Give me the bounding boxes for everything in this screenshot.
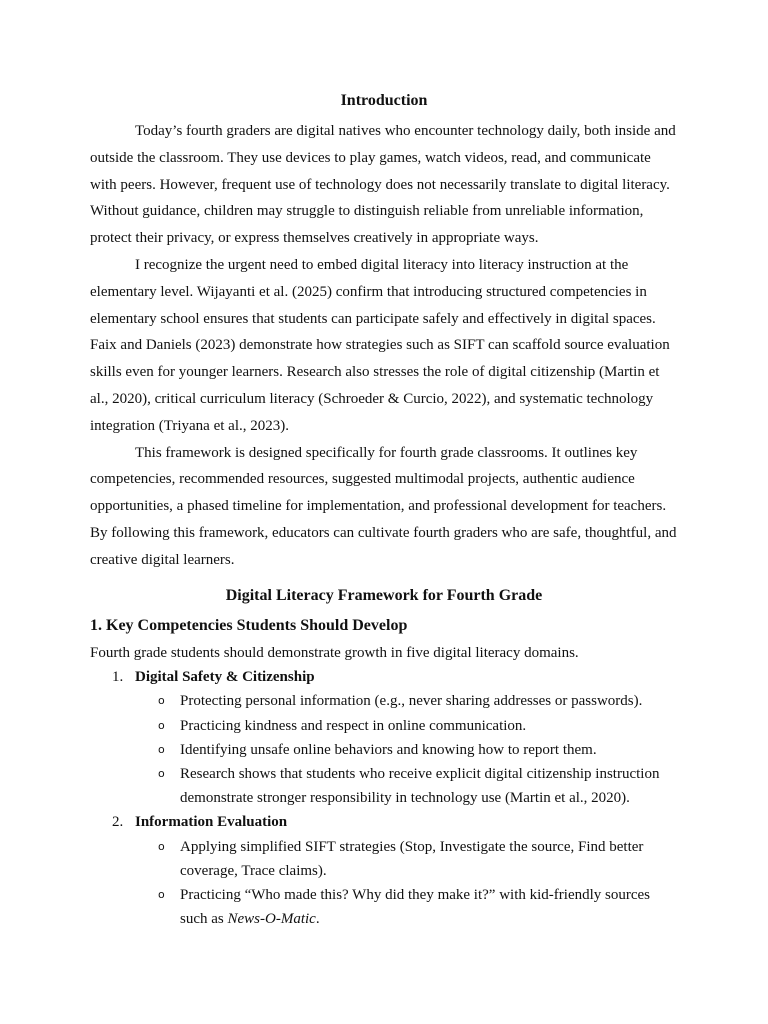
bullet-text-prefix: Practicing “Who made this? Why did they make it?” with kid-friendly sources such as (180, 887, 651, 928)
domain-number: 1. (112, 669, 124, 686)
domain-item (90, 665, 680, 810)
bullet-item (135, 738, 680, 762)
bullet-text: Protecting personal information (e.g., never sharing addresses or passwords). (180, 693, 643, 710)
bullet-text: Identifying unsafe online behaviors and knowing how to report them. (180, 741, 597, 758)
domain-number: 2. (112, 814, 124, 831)
bullet-list (135, 689, 680, 810)
introduction-heading: Introduction (340, 92, 428, 109)
bullet-text: Research shows that students who receive explicit digital citizenship instruction demonstrate stronger responsibility in technology use (Martin et al., 2020). (180, 766, 660, 807)
bullet-item (135, 835, 680, 883)
bullet-icon: o (158, 742, 165, 756)
bullet-icon: o (158, 694, 165, 708)
framework-heading: Digital Literacy Framework for Fourth Grade (225, 587, 543, 604)
bullet-text: Applying simplified SIFT strategies (Stop, Investigate the source, Find better coverage, Trace claims). (180, 838, 644, 879)
bullet-text-suffix: . (315, 911, 320, 928)
bullet-item (135, 714, 680, 738)
bullet-text (180, 887, 650, 927)
bullet-icon: o (158, 888, 165, 902)
bullet-item (135, 689, 680, 713)
paragraph: This framework is designed specifically for fourth grade classrooms. It outlines key competencies, recommended resources, suggested multimodal projects, authentic audience opportunities, a phased timeline for implementation, and professional development for teachers. By following this framework, educators can cultivate fourth graders who are safe, thoughtful, and creative digital learners. (90, 444, 677, 568)
bullet-icon: o (158, 839, 165, 853)
domain-title: Digital Safety & Citizenship (135, 669, 315, 686)
section-intro: Fourth grade students should demonstrate growth in five digital literacy domains. (90, 645, 579, 661)
paragraph: I recognize the urgent need to embed digital literacy into literacy instruction at the elementary level. Wijayanti et al. (2025) confirm that introducing structured competencies in elementary school ensures that students can participate safely and effectively in digital spaces. Faix and Daniels (2023) demonstrate how strategies such as SIFT can scaffold source evaluation skills even for younger learners. Research also stresses the role of digital citizenship (Martin et al., 2020), critical curriculum literacy (Schroeder & Curcio, 2022), and systematic technology integration (Triyana et al., 2023). (90, 256, 670, 434)
competencies-section (90, 641, 680, 931)
source-title: News-O-Matic (227, 911, 316, 928)
bullet-icon: o (158, 767, 165, 781)
bullet-icon: o (158, 718, 165, 732)
section-heading: 1. Key Competencies Students Should Develop (90, 617, 408, 634)
paragraph: Today’s fourth graders are digital natives who encounter technology daily, both inside and outside the classroom. They use devices to play games, watch videos, read, and communicate with peers. However, frequent use of technology does not necessarily translate to digital literacy. Without guidance, children may struggle to distinguish reliable from unreliable information, protect their privacy, or express themselves creatively in appropriate ways. (90, 123, 676, 247)
bullet-item (135, 762, 680, 810)
domain-list (90, 665, 680, 931)
bullet-text: Practicing kindness and respect in online communication. (180, 717, 527, 734)
bullet-item (135, 883, 680, 931)
domain-title: Information Evaluation (135, 814, 288, 831)
domain-item (90, 810, 680, 931)
introduction-body (90, 118, 680, 574)
bullet-list (135, 835, 680, 932)
